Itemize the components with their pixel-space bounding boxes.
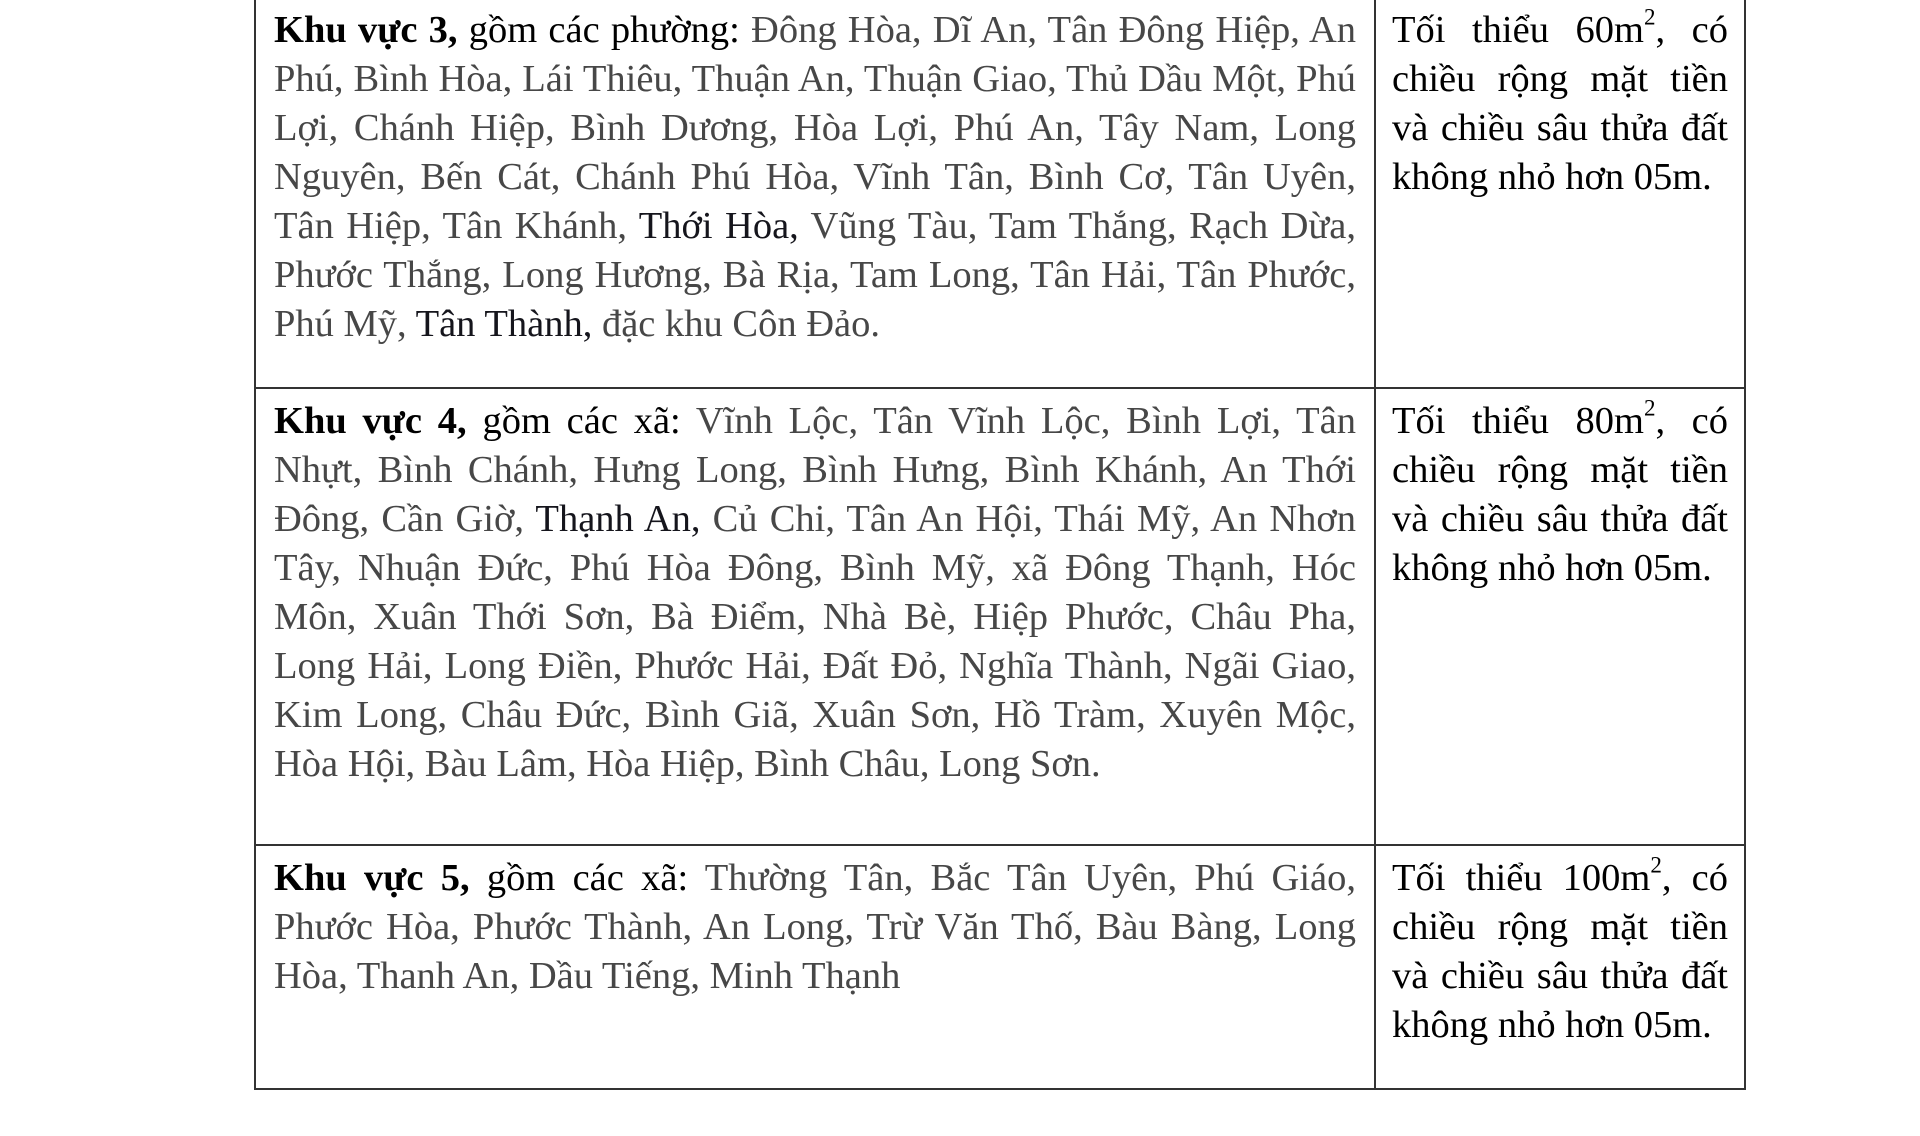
area-4-intro: gồm các xã:	[466, 400, 696, 442]
area-3-label: Khu vực 3,	[274, 9, 458, 51]
area-3-places-part-5: đặc khu Côn Đảo.	[592, 303, 880, 345]
area-4-requirement-suffix: , có chiều rộng mặt tiền và chiều sâu thửa đất không nhỏ hơn 05m.	[1392, 400, 1728, 589]
area-3-places-part-2: Thới Hòa,	[638, 205, 799, 247]
area-5-requirement-text	[1376, 846, 1744, 1050]
table-row-area-3	[255, 0, 1745, 388]
area-5-requirement-superscript: 2	[1650, 851, 1662, 878]
area-3-requirement-superscript: 2	[1643, 3, 1656, 30]
area-3-places-part-3: Vũng Tàu, Tam Thắng, Rạch Dừa, Phước Thắng, Long Hương, Bà Rịa, Tam Long, Tân Hải, Tân Phước, Phú Mỹ,	[274, 205, 1356, 345]
area-3-requirement-prefix: Tối thiểu 60m	[1392, 9, 1644, 51]
area-4-description-cell	[255, 388, 1375, 845]
area-3-requirement-cell	[1375, 0, 1745, 388]
table-row-area-4	[255, 388, 1745, 845]
area-3-places-part-1: Đông Hòa, Dĩ An, Tân Đông Hiệp, An Phú, Bình Hòa, Lái Thiêu, Thuận An, Thuận Giao, Thủ Dầu Một, Phú Lợi, Chánh Hiệp, Bình Dương, Hòa Lợi, Phú An, Tây Nam, Long Nguyên, Bến Cát, Chánh Phú Hòa, Vĩnh Tân, Bình Cơ, Tân Uyên, Tân Hiệp, Tân Khánh,	[274, 9, 1356, 247]
land-area-requirements-table	[254, 0, 1746, 1090]
area-5-requirement-cell	[1375, 845, 1745, 1089]
area-4-requirement-prefix: Tối thiểu 80m	[1392, 400, 1644, 442]
area-4-places-part-3: Củ Chi, Tân An Hội, Thái Mỹ, An Nhơn Tây, Nhuận Đức, Phú Hòa Đông, Bình Mỹ, xã Đông Thạnh, Hóc Môn, Xuân Thới Sơn, Bà Điểm, Nhà Bè, Hiệp Phước, Châu Pha, Long Hải, Long Điền, Phước Hải, Đất Đỏ, Nghĩa Thành, Ngãi Giao, Kim Long, Châu Đức, Bình Giã, Xuân Sơn, Hồ Tràm, Xuyên Mộc, Hòa Hội, Bàu Lâm, Hòa Hiệp, Bình Châu, Long Sơn.	[274, 498, 1356, 785]
area-5-places-part-1: Thường Tân, Bắc Tân Uyên, Phú Giáo, Phước Hòa, Phước Thành, An Long, Trừ Văn Thố, Bàu Bàng, Long Hòa, Thanh An, Dầu Tiếng, Minh Thạnh	[274, 857, 1356, 997]
area-3-places-part-4: Tân Thành,	[415, 303, 593, 345]
area-5-label: Khu vực 5,	[274, 857, 470, 899]
table-row-area-5	[255, 845, 1745, 1089]
area-5-intro: gồm các xã:	[469, 857, 705, 899]
area-4-requirement-cell	[1375, 388, 1745, 845]
area-4-places-part-2: Thạnh An,	[535, 498, 701, 540]
area-3-description-cell	[255, 0, 1375, 388]
area-3-requirement-text	[1376, 0, 1744, 202]
area-3-intro: gồm các phường:	[457, 9, 752, 51]
area-4-requirement-superscript: 2	[1643, 394, 1656, 421]
area-5-requirement-prefix: Tối thiểu 100m	[1392, 857, 1651, 899]
area-3-requirement-suffix: , có chiều rộng mặt tiền và chiều sâu thửa đất không nhỏ hơn 05m.	[1392, 9, 1728, 198]
area-5-description-cell	[255, 845, 1375, 1089]
area-5-requirement-suffix: , có chiều rộng mặt tiền và chiều sâu thửa đất không nhỏ hơn 05m.	[1392, 857, 1728, 1046]
area-4-requirement-text	[1376, 389, 1744, 593]
area-4-places-part-1: Vĩnh Lộc, Tân Vĩnh Lộc, Bình Lợi, Tân Nhựt, Bình Chánh, Hưng Long, Bình Hưng, Bình Khánh, An Thới Đông, Cần Giờ,	[274, 400, 1356, 540]
area-4-label: Khu vực 4,	[274, 400, 467, 442]
